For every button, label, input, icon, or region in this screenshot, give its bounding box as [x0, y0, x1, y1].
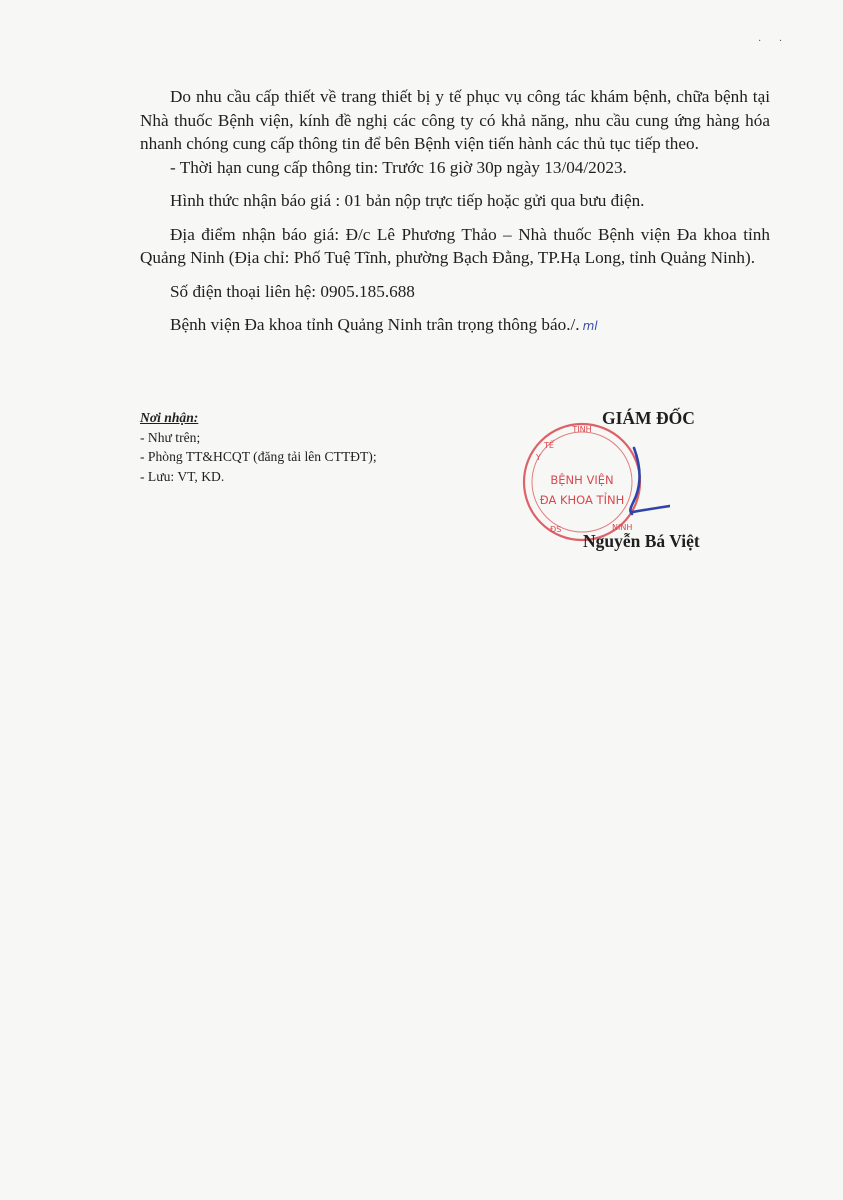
- signatory-title: GIÁM ĐỐC: [602, 408, 695, 428]
- paragraph-quote-location: Địa điểm nhận báo giá: Đ/c Lê Phương Thảo – Nhà thuốc Bệnh viện Đa khoa tỉnh Quảng Ninh (Địa chỉ: Phố Tuệ Tĩnh, phường Bạch Đằng, TP.Hạ Long, tỉnh Quảng Ninh).: [140, 224, 770, 267]
- recipient-item: - Lưu: VT, KD.: [140, 468, 225, 484]
- svg-text:Y: Y: [536, 453, 541, 462]
- hospital-stamp: [520, 414, 670, 544]
- document-body: [140, 85, 770, 339]
- paragraph-closing: [140, 313, 770, 339]
- recipients-title: Nơi nhận:: [140, 410, 199, 425]
- paragraph-quote-method: Hình thức nhận báo giá : 01 bản nộp trực tiếp hoặc gửi qua bưu điện.: [170, 191, 645, 210]
- stamp-line-1: BỆNH VIỆN: [550, 473, 614, 487]
- initials-mark: ml: [582, 319, 598, 333]
- closing-text: Bệnh viện Đa khoa tỉnh Quảng Ninh trân trọng thông báo./.: [170, 315, 580, 334]
- svg-text:TỈNH: TỈNH: [572, 425, 592, 434]
- recipient-item: - Như trên;: [140, 429, 201, 445]
- paragraph-phone: Số điện thoại liên hệ: 0905.185.688: [170, 281, 415, 301]
- svg-text:ĐS: ĐS: [550, 525, 562, 534]
- recipient-item: - Phòng TT&HCQT (đăng tải lên CTTĐT);: [140, 449, 377, 464]
- stamp-line-2: ĐA KHOA TỈNH: [539, 493, 625, 507]
- signatory-name: Nguyễn Bá Việt: [583, 531, 700, 551]
- paragraph-request: Do nhu cầu cấp thiết về trang thiết bị y tế phục vụ công tác khám bệnh, chữa bệnh tại Nhà thuốc Bệnh viện, kính đề nghị các công ty có khả năng, nhu cầu cung ứng hàng hóa nhanh chóng cung cấp thông tin để bên Bệnh viện tiến hành các thủ tục tiếp theo.: [140, 87, 770, 153]
- recipients-block: [140, 408, 480, 486]
- paragraph-deadline: - Thời hạn cung cấp thông tin: Trước 16 giờ 30p ngày 13/04/2023.: [170, 157, 627, 177]
- scan-marks: · ·: [758, 36, 783, 47]
- svg-text:TẾ: TẾ: [544, 441, 554, 450]
- svg-text:NINH: NINH: [612, 523, 633, 532]
- signature-block: [520, 400, 770, 570]
